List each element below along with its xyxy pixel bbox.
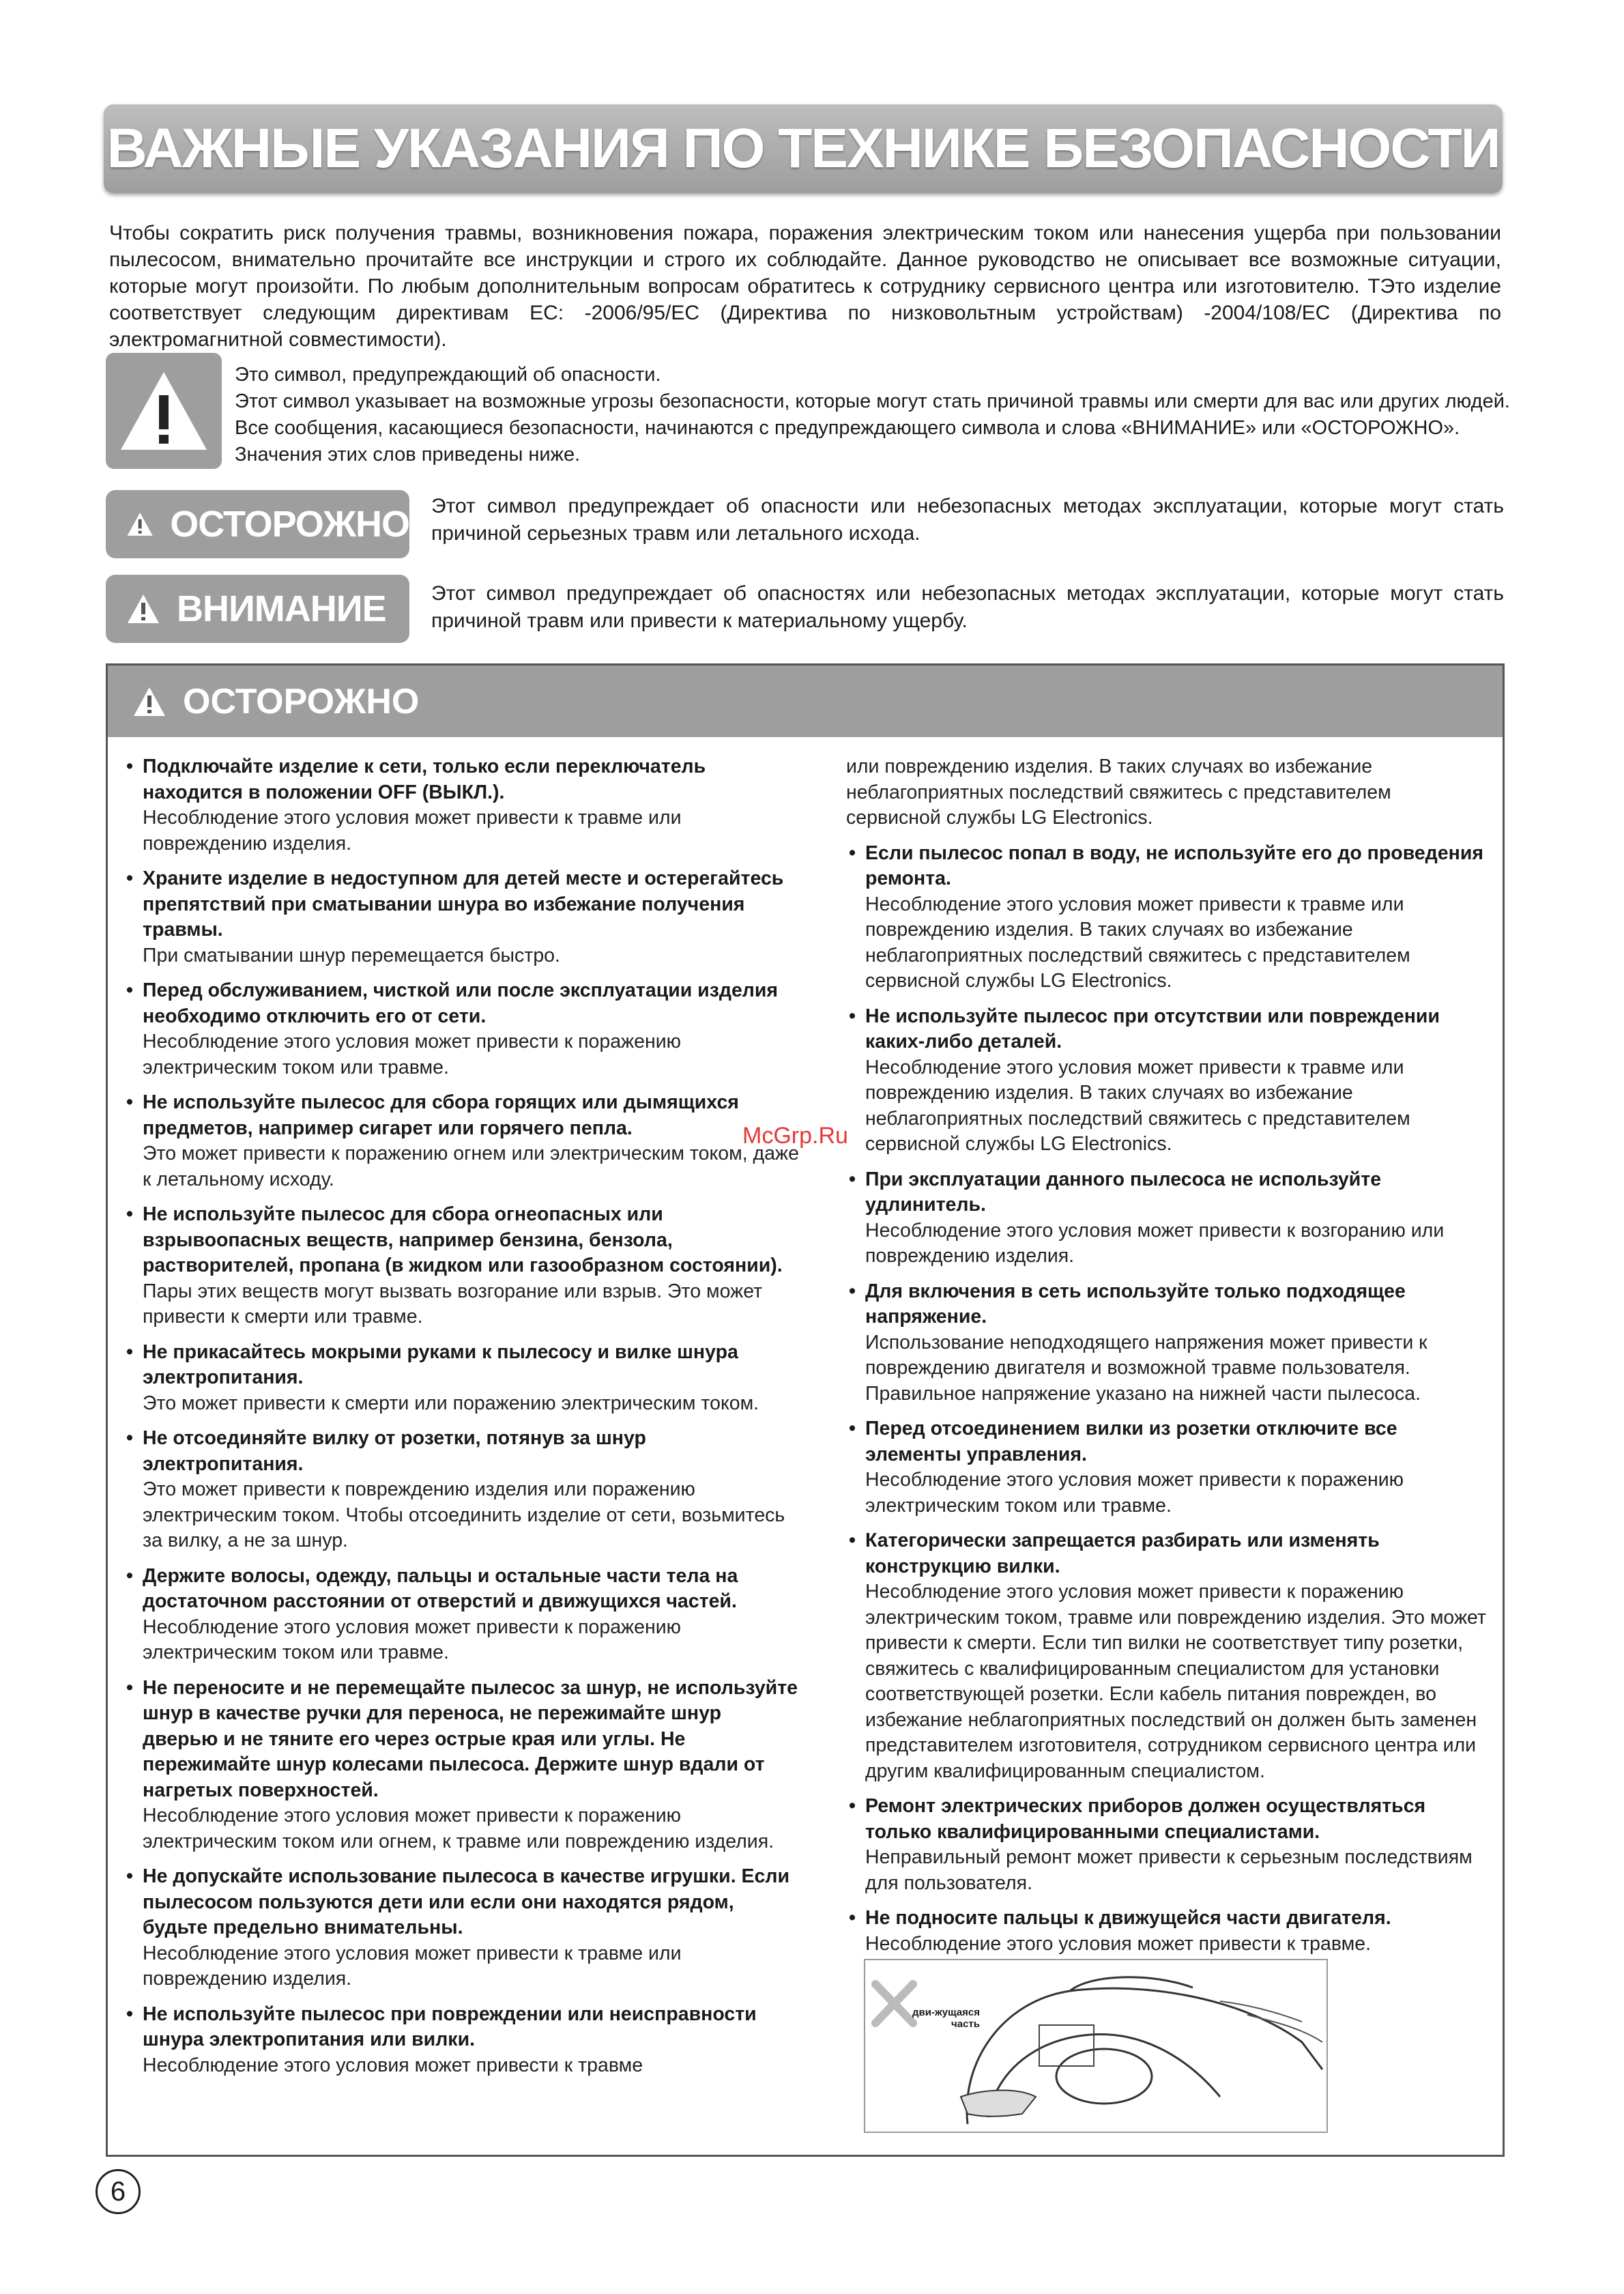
item-body: Это может привести к поражению огнем или электрическим током, даже к летальному исходу.: [143, 1143, 799, 1190]
symbol-line: Этот символ указывает на возможные угрозы безопасности, которые могут стать причиной травмы или смерти для вас или других людей.: [235, 390, 1510, 412]
item-heading: Ремонт электрических приборов должен осуществляться только квалифицированными специалистами.: [865, 1795, 1426, 1843]
warning-description: [431, 493, 1504, 547]
item-body: Несоблюдение этого условия может привести к травме или повреждению изделия.: [143, 807, 682, 855]
list-item: [124, 754, 799, 857]
item-heading: Держите волосы, одежду, пальцы и остальные части тела на достаточном расстоянии от отверстий и движущихся частей.: [143, 1564, 738, 1612]
list-item: [846, 841, 1491, 994]
warning-desc-line: Этот символ предупреждает об опасности или небезопасных методах эксплуатации, которые могут стать: [431, 495, 1504, 517]
vacuum-motor-drawing: [865, 1960, 1326, 2132]
item-body: Несоблюдение этого условия может привести к травме: [143, 2054, 643, 2076]
item-body: Несоблюдение этого условия может привести к поражению электрическим током или травме.: [143, 1616, 682, 1663]
bullet: •: [126, 756, 133, 777]
item-heading: Храните изделие в недоступном для детей месте и остерегайтесь препятствий при сматывании шнура во избежание получения травмы.: [143, 868, 784, 941]
list-item: [124, 1340, 799, 1417]
warning-triangle-icon: [126, 593, 160, 625]
moving-part-label: дви-жущаяся часть: [912, 2007, 980, 2030]
list-item: [124, 1426, 799, 1554]
list-item: [124, 866, 799, 969]
caution-badge-label: ВНИМАНИЕ: [177, 588, 386, 629]
panel-header-label: ОСТОРОЖНО: [183, 681, 420, 721]
bullet: •: [849, 1795, 856, 1817]
item-heading: Не переносите и не перемещайте пылесос за шнур, не используйте шнур в качестве ручки для переноса, не пережимайте шнур дверью и не тяните его через острые края или углы. Не пережимайте шнур колесами пылесоса. Держите шнур вдали от нагретых поверхностей.: [143, 1676, 798, 1801]
title-bar: [104, 104, 1503, 193]
list-item: [124, 978, 799, 1080]
item-heading: Не используйте пылесос при отсутствии или повреждении каких-либо деталей.: [865, 1005, 1440, 1052]
symbol-line: Это символ, предупреждающий об опасности.: [235, 364, 661, 386]
item-body: Несоблюдение этого условия может привести к возгоранию или повреждению изделия.: [865, 1219, 1445, 1267]
warning-triangle-icon: [106, 353, 222, 469]
safety-symbol-box: [106, 353, 222, 469]
bullet: •: [126, 1203, 133, 1225]
item-body: Несоблюдение этого условия может привести к травме или повреждению изделия. В таких случаях во избежание неблагоприятных последствий свяжитесь с представителем сервисной службы LG Electronics.: [865, 893, 1410, 992]
list-item: [846, 1416, 1491, 1519]
item-heading: Для включения в сеть используйте только подходящее напряжение.: [865, 1280, 1406, 1328]
symbol-line: Значения этих слов приведены ниже.: [235, 444, 581, 465]
caution-desc-line: Этот символ предупреждает об опасностях или небезопасных методах эксплуатации, которые могут стать: [431, 582, 1504, 605]
item-body: Использование неподходящего напряжения может привести к повреждению двигателя и возможной травме пользователя. Правильное напряжение указано на нижней части пылесоса.: [865, 1331, 1427, 1405]
list-item: [846, 1167, 1491, 1270]
warning-badge: [106, 490, 409, 558]
list-item: [846, 1004, 1491, 1158]
list-item: [846, 1279, 1491, 1407]
warning-triangle-icon: [132, 686, 166, 717]
right-column: [846, 754, 1491, 1966]
motor-illustration: [864, 1959, 1328, 2133]
item-heading: Категорически запрещается разбирать или изменять конструкцию вилки.: [865, 1530, 1380, 1577]
item-heading: Перед обслуживанием, чисткой или после эксплуатации изделия необходимо отключить его от сети.: [143, 979, 779, 1027]
intro-paragraph: Чтобы сократить риск получения травмы, возникновения пожара, поражения электрическим током или нанесения ущерба при пользовании пылесосом, внимательно прочитайте все инструкции и строго их соблюдайте. Данное руководство не описывает все возможные ситуации, которые могут произойти. По любым дополнительным вопросам обратитесь к сотруднику сервисного центра или изготовителю. ТЭто изделие соответствует следующим директивам ЕС: -2006/95/EC (Директива по низковольтным устройствам) -2004/108/EC (Директива по электромагнитной совместимости).: [109, 222, 1501, 351]
list-item: [124, 1864, 799, 1992]
symbol-line: Все сообщения, касающиеся безопасности, начинаются с предупреждающего символа и слова «ВНИМАНИЕ» или «ОСТОРОЖНО».: [235, 417, 1460, 439]
warnings-panel: [106, 663, 1505, 2157]
item-body: При сматывании шнур перемещается быстро.: [143, 944, 560, 966]
bullet: •: [849, 1005, 856, 1027]
item-body: Неправильный ремонт может привести к серьезным последствиям для пользователя.: [865, 1846, 1473, 1894]
item-body: Это может привести к повреждению изделия или поражению электрическим током. Чтобы отсоединить изделие от сети, возьмитесь за вилку, а не за шнур.: [143, 1478, 785, 1551]
bullet: •: [126, 979, 133, 1001]
caution-desc-line: причиной травм или привести к материальному ущербу.: [431, 610, 968, 632]
bullet: •: [849, 1907, 856, 1929]
item-heading: Не допускайте использование пылесоса в качестве игрушки. Если пылесосом пользуются дети или если они находятся рядом, будьте предельно внимательны.: [143, 1865, 790, 1938]
warning-triangle-icon: [126, 508, 154, 540]
item-heading: Не прикасайтесь мокрыми руками к пылесосу и вилке шнура электропитания.: [143, 1340, 738, 1388]
item-heading: Подключайте изделие к сети, только если переключатель находится в положении OFF (ВЫКЛ.).: [143, 756, 706, 803]
watermark: McGrp.Ru: [742, 1123, 848, 1149]
item-body: Несоблюдение этого условия может привести к поражению электрическим током или огнем, к травме или повреждению изделия.: [143, 1805, 774, 1852]
panel-header: [108, 665, 1503, 737]
bullet: •: [849, 1280, 856, 1302]
item-heading: Не используйте пылесос для сбора горящих или дымящихся предметов, например сигарет или горячего пепла.: [143, 1091, 739, 1139]
list-item: [124, 1090, 799, 1192]
list-item: [846, 1794, 1491, 1896]
item-body: Несоблюдение этого условия может привести к поражению электрическим током или травме.: [143, 1031, 682, 1078]
bullet: •: [126, 1340, 133, 1363]
item-heading: Не используйте пылесос при повреждении или неисправности шнура электропитания или вилки.: [143, 2003, 757, 2050]
bullet: •: [849, 1530, 856, 1551]
item-heading: Если пылесос попал в воду, не используйте его до проведения ремонта.: [865, 842, 1483, 889]
item-heading: Не отсоединяйте вилку от розетки, потянув за шнур электропитания.: [143, 1427, 646, 1475]
caution-badge: [106, 575, 409, 643]
list-item: [124, 1676, 799, 1855]
bullet: •: [126, 1091, 133, 1113]
continued-text: или повреждению изделия. В таких случаях во избежание неблагоприятных последствий свяжитесь с представителем сервисной службы LG Electronics.: [846, 756, 1391, 829]
list-item: [124, 2002, 799, 2079]
item-body: Несоблюдение этого условия может привести к травме.: [865, 1932, 1372, 1955]
item-body: Несоблюдение этого условия может привести к травме или повреждению изделия. В таких случаях во избежание неблагоприятных последствий свяжитесь с представителем сервисной службы LG Electronics.: [865, 1056, 1410, 1155]
symbol-explanation: [235, 362, 1510, 468]
bullet: •: [126, 1676, 133, 1699]
item-body: Несоблюдение этого условия может привести к травме или повреждению изделия.: [143, 1942, 682, 1990]
item-heading: При эксплуатации данного пылесоса не используйте удлинитель.: [865, 1168, 1382, 1216]
bullet: •: [849, 842, 856, 864]
page-title: ВАЖНЫЕ УКАЗАНИЯ ПО ТЕХНИКЕ БЕЗОПАСНОСТИ: [106, 117, 1500, 180]
item-heading: Не используйте пылесос для сбора огнеопасных или взрывоопасных веществ, например бензина, бензола, растворителей, пропана (в жидком или газообразном состоянии).: [143, 1203, 783, 1276]
list-item: [124, 1564, 799, 1666]
warning-desc-line: причиной серьезных травм или летального исхода.: [431, 522, 920, 545]
item-heading: Перед отсоединением вилки из розетки отключите все элементы управления.: [865, 1418, 1397, 1465]
caution-description: [431, 580, 1504, 635]
list-item: [124, 1202, 799, 1330]
left-column: [124, 754, 799, 2088]
item-body: Это может привести к смерти или поражению электрическим током.: [143, 1392, 759, 1414]
item-heading: Не подносите пальцы к движущейся части двигателя.: [865, 1907, 1391, 1929]
list-item: [846, 1906, 1491, 1957]
bullet: •: [126, 1427, 133, 1449]
bullet: •: [126, 1865, 133, 1887]
page-number: 6: [96, 2169, 141, 2214]
bullet: •: [126, 2003, 133, 2025]
warning-badge-label: ОСТОРОЖНО: [170, 504, 409, 545]
bullet: •: [126, 1564, 133, 1587]
list-item: [846, 1528, 1491, 1784]
item-body: Пары этих веществ могут вызвать возгорание или взрыв. Это может привести к смерти или травме.: [143, 1280, 763, 1328]
item-body: Несоблюдение этого условия может привести к поражению электрическим током или травме.: [865, 1469, 1404, 1517]
bullet: •: [849, 1418, 856, 1439]
item-body: Несоблюдение этого условия может привести к поражению электрическим током, травме или повреждению изделия. Это может привести к смерти. Если тип вилки не соответствует типу розетки, свяжитесь с квалифицированным специалистом для установки соответствующей розетки. Если кабель питания поврежден, во избежание неблагоприятных последствий он должен быть заменен представителем изготовителя, сотрудником сервисного центра или другим квалифицированным специалистом.: [865, 1581, 1486, 1782]
bullet: •: [126, 868, 133, 889]
bullet: •: [849, 1168, 856, 1190]
